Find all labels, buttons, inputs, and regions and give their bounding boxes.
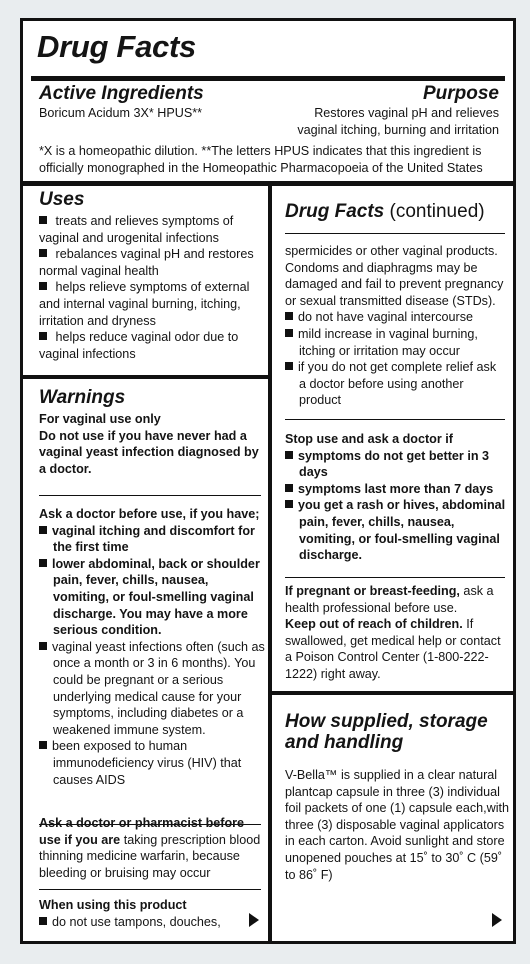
bullet-icon: [39, 917, 47, 925]
uses-item: helps relieve symptoms of external and internal vaginal burning, itching, irritation and dryness: [39, 280, 250, 328]
bullet-icon: [39, 559, 47, 567]
column-divider: [268, 181, 272, 941]
bullet-icon: [39, 642, 47, 650]
thin-rule: [39, 889, 261, 890]
stop-use-section: [285, 431, 507, 564]
bullet-icon: [39, 216, 47, 224]
when-using-heading: When using this product: [39, 898, 187, 912]
supply-section: [285, 711, 509, 883]
when-using-item: do not use tampons, douches,: [39, 914, 265, 931]
supply-heading: How supplied, storage and handling: [285, 711, 488, 753]
uses-section: [39, 189, 265, 362]
thin-rule: [285, 419, 505, 420]
when-using-section: [39, 897, 265, 930]
pregnancy-text: If pregnant or breast-feeding, ask a health professional before use.: [285, 584, 494, 615]
active-ingredient-value: Boricum Acidum 3X* HPUS**: [39, 106, 203, 120]
thin-rule: [285, 577, 505, 578]
continued-title: Drug Facts: [285, 201, 385, 222]
bullet-icon: [39, 282, 47, 290]
page-title: Drug Facts: [37, 29, 196, 64]
ask-item: lower abdominal, back or shoulder pain, fever, chills, nausea, vomiting, or foul-smelling vaginal discharge. You may have a more serious condition.: [39, 556, 265, 639]
continued-item: do not have vaginal intercourse: [285, 309, 505, 326]
footnote: [39, 143, 483, 176]
continued-section: [285, 243, 505, 409]
bullet-icon: [285, 329, 293, 337]
bullet-icon: [39, 249, 47, 257]
continued-item: if you do not get complete relief ask a doctor before using another product: [285, 359, 505, 409]
bullet-icon: [285, 500, 293, 508]
stop-item: you get a rash or hives, abdominal pain, fever, chills, nausea, vomiting, or foul-smelling vaginal discharge.: [285, 497, 507, 563]
purpose-heading: Purpose: [422, 83, 499, 104]
continued-item: mild increase in vaginal burning, itching or irritation may occur: [285, 326, 505, 359]
bullet-icon: [39, 526, 47, 534]
ask-item: vaginal itching and discomfort for the first time: [39, 523, 265, 556]
bullet-icon: [39, 332, 47, 340]
drug-facts-panel: [20, 18, 516, 944]
supply-rule: [272, 691, 513, 695]
ask-item: vaginal yeast infections often (such as once a month or 3 in 6 months). You could be pregnant or a serious underlying medical cause for your symptoms, including diabetes or a weakened immune system.: [39, 639, 265, 739]
purpose-line-2: vaginal itching, burning and irritation: [297, 122, 499, 137]
ask-doctor-section: [39, 506, 265, 788]
do-not-use: Do not use if you have never had a vaginal yeast infection diagnosed by a doctor.: [39, 428, 259, 476]
pharmacist-text: Ask a doctor or pharmacist before use if you are taking prescription blood thinning medicine warfarin, because bleeding or bruising may occur: [39, 816, 261, 880]
warnings-heading: Warnings: [39, 387, 126, 408]
bullet-icon: [285, 362, 293, 370]
footnote-line-1: *X is a homeopathic dilution. **The letters HPUS indicates that this ingredient is: [39, 144, 482, 158]
bullet-icon: [285, 484, 293, 492]
bullet-icon: [285, 312, 293, 320]
continued-paragraph: spermicides or other vaginal products. Condoms and diaphragms may be damaged and fail to prevent pregnancy or sexual transmitted disease (STDs).: [285, 244, 504, 308]
uses-heading: Uses: [39, 189, 85, 210]
bullet-icon: [285, 451, 293, 459]
uses-item: helps reduce vaginal odor due to vaginal infections: [39, 330, 239, 361]
bullet-icon: [39, 741, 47, 749]
supply-text: V-Bella™ is supplied in a clear natural plantcap capsule in three (3) individual foil packets of one (1) capsule each,with three (3) disposable vaginal applicators in each carton. Avoid sunlight and store unopened pouches at 15˚ to 30˚ C (59˚ to 86˚ F): [285, 768, 510, 882]
footnote-line-2: officially monographed in the Homeopathic Pharmacopoeia of the United States: [39, 160, 483, 175]
continue-arrow-icon: [249, 913, 259, 927]
purpose-line-1: Restores vaginal pH and relieves: [314, 106, 499, 120]
vaginal-use-only: For vaginal use only: [39, 412, 161, 426]
uses-item: treats and relieves symptoms of vaginal and urogenital infections: [39, 214, 234, 245]
continued-suffix: (continued): [384, 201, 485, 222]
warnings-section: [39, 387, 265, 477]
ask-doctor-heading: Ask a doctor before use, if you have;: [39, 507, 260, 521]
thin-rule: [285, 233, 505, 234]
continued-heading: [285, 201, 509, 223]
continue-arrow-icon: [492, 913, 502, 927]
title-rule: [31, 76, 505, 81]
uses-list: [39, 213, 265, 362]
purpose-text: [297, 105, 499, 138]
thin-rule: [39, 495, 261, 496]
pharmacist-section: [39, 815, 265, 881]
stop-use-heading: Stop use and ask a doctor if: [285, 432, 453, 446]
reach-text: Keep out of reach of children. If swallowed, get medical help or contact a Poison Control Center (1-800-222-1222) right away.: [285, 617, 501, 681]
uses-rule: [23, 375, 268, 379]
stop-item: symptoms do not get better in 3 days: [285, 448, 507, 481]
active-ingredients-heading: Active Ingredients: [39, 83, 204, 104]
ask-item: been exposed to human immunodeficiency virus (HIV) that causes AIDS: [39, 738, 265, 788]
stop-item: symptoms last more than 7 days: [285, 481, 507, 498]
pregnancy-section: [285, 583, 507, 683]
uses-item: rebalances vaginal pH and restores normal vaginal health: [39, 247, 254, 278]
